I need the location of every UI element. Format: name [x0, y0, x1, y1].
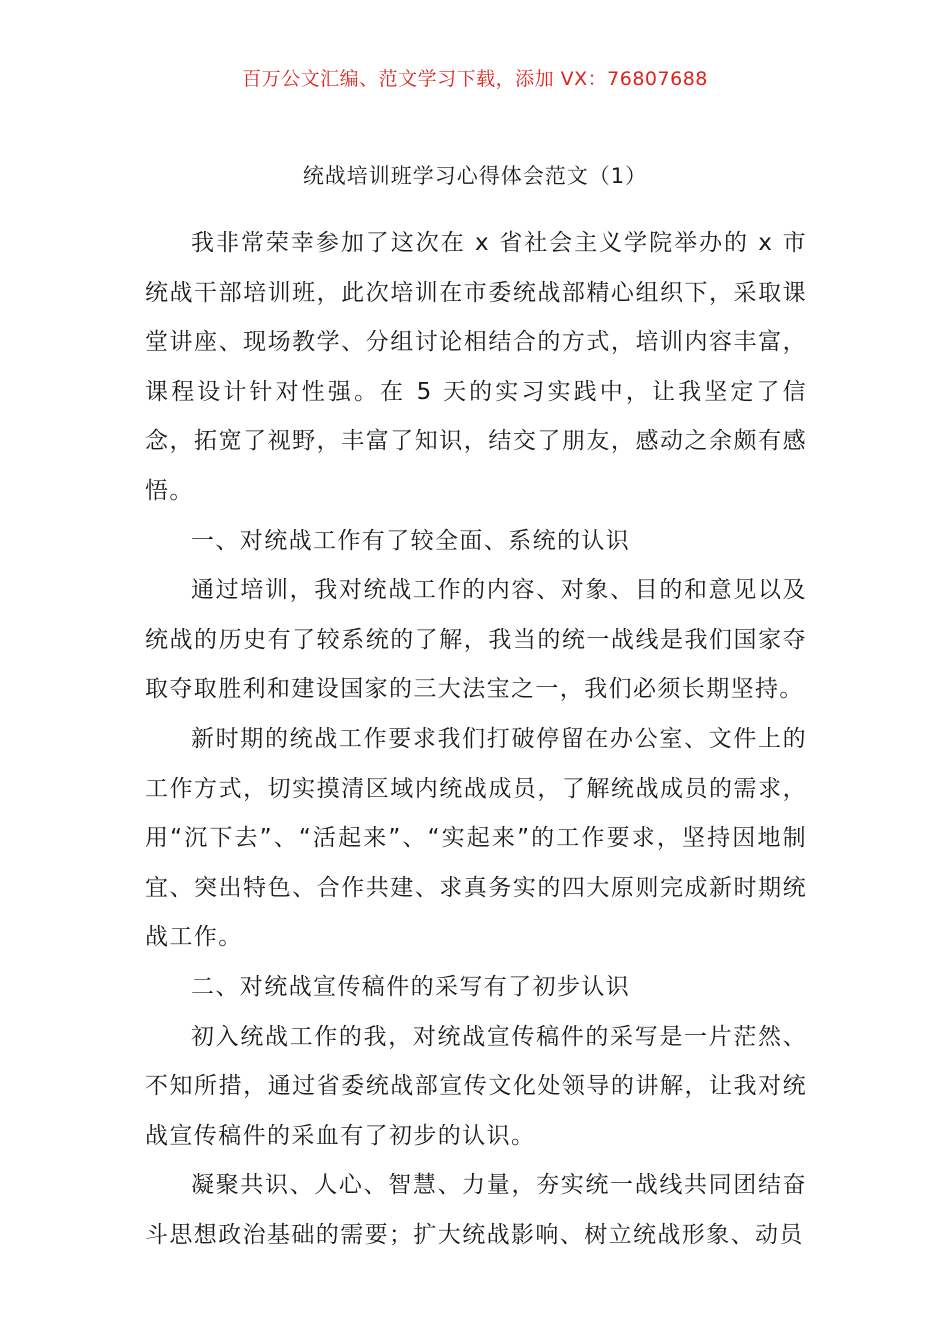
paragraph-intro: 我非常荣幸参加了这次在 x 省社会主义学院举办的 x 市统战干部培训班，此次培训在市委统战部精心组织下，采取课堂讲座、现场教学、分组讨论相结合的方式，培训内容丰富，课程设计针对性强。在 5 天的实习实践中，让我坚定了信念，拓宽了视野，丰富了知识，结交了朋友，感动之余颇有感悟。 — [145, 230, 807, 504]
header-banner: 百万公文汇编、范文学习下载，添加 VX：76807688 — [242, 68, 708, 90]
paragraph: 通过培训，我对统战工作的内容、对象、目的和意见以及统战的历史有了较系统的了解，我当的统一战线是我们国家夺取夺取胜利和建设国家的三大法宝之一，我们必须长期坚持。 — [145, 577, 807, 703]
document-body — [145, 219, 807, 1260]
section-heading-2: 二、对统战宣传稿件的采写有了初步认识 — [191, 973, 631, 1000]
paragraph: 新时期的统战工作要求我们打破停留在办公室、文件上的工作方式，切实摸清区域内统战成员，了解统战成员的需求，用“沉下去”、“活起来”、“实起来”的工作要求，坚持因地制宜、突出特色、合作共建、求真务实的四大原则完成新时期统战工作。 — [145, 725, 807, 951]
section-heading-1: 一、对统战工作有了较全面、系统的认识 — [191, 527, 631, 554]
paragraph: 凝聚共识、人心、智慧、力量，夯实统一战线共同团结奋斗思想政治基础的需要；扩大统战影响、树立统战形象、动员 — [145, 1172, 807, 1248]
document-title: 统战培训班学习心得体会范文（1） — [302, 164, 648, 188]
paragraph: 初入统战工作的我，对统战宣传稿件的采写是一片茫然、不知所措，通过省委统战部宣传文化处领导的讲解，让我对统战宣传稿件的采血有了初步的认识。 — [145, 1023, 807, 1149]
